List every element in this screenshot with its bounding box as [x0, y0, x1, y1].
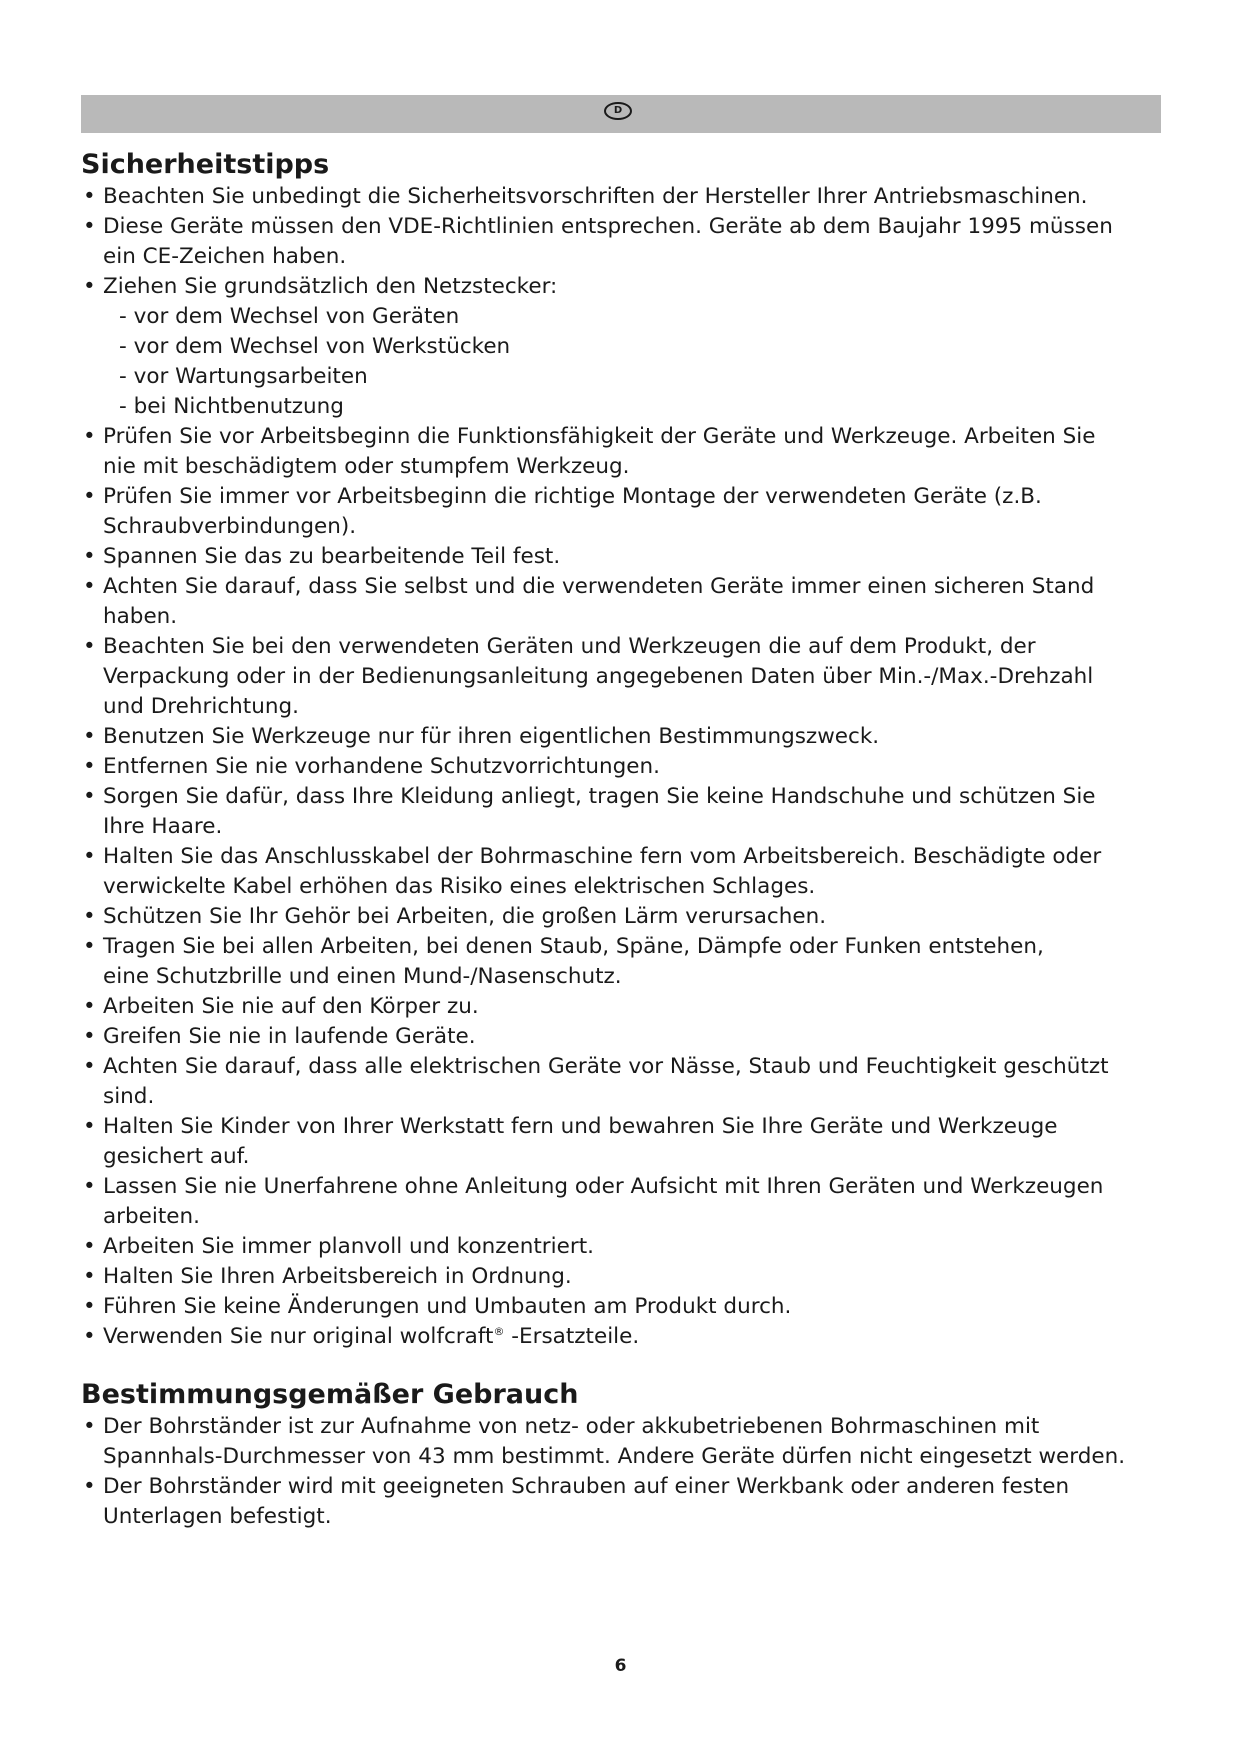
list-item: • Prüfen Sie vor Arbeitsbeginn die Funktionsfähigkeit der Geräte und Werkzeuge. Arbeiten Sie nie mit beschädigtem oder stumpfem Werkzeug.: [81, 422, 1161, 482]
list-item: • Lassen Sie nie Unerfahrene ohne Anleitung oder Aufsicht mit Ihren Geräten und Werkzeugen arbeiten.: [81, 1172, 1161, 1232]
list-item: • Halten Sie das Anschlusskabel der Bohrmaschine fern vom Arbeitsbereich. Beschädigte oder verwickelte Kabel erhöhen das Risiko eines elektrischen Schlages.: [81, 842, 1161, 902]
sub-item: - bei Nichtbenutzung: [119, 394, 344, 419]
list-item: • Entfernen Sie nie vorhandene Schutzvorrichtungen.: [81, 752, 1161, 782]
safety-tips-list: [81, 182, 1161, 1352]
intended-use-list: [81, 1412, 1161, 1532]
registered-mark: ®: [493, 1324, 505, 1338]
section-intended-use: [81, 1378, 1161, 1532]
list-item-text: Ziehen Sie grundsätzlich den Netzstecker:: [103, 274, 558, 299]
list-item: • Halten Sie Ihren Arbeitsbereich in Ordnung.: [81, 1262, 1161, 1292]
spare-parts-suffix: -Ersatzteile.: [504, 1324, 640, 1349]
list-item: • Der Bohrständer wird mit geeigneten Schrauben auf einer Werkbank oder anderen festen Unterlagen befestigt.: [81, 1472, 1161, 1532]
list-item: • Sorgen Sie dafür, dass Ihre Kleidung anliegt, tragen Sie keine Handschuhe und schützen Sie Ihre Haare.: [81, 782, 1161, 842]
list-item: • Der Bohrständer ist zur Aufnahme von netz- oder akkubetriebenen Bohrmaschinen mit Spannhals-Durchmesser von 43 mm bestimmt. Andere Geräte dürfen nicht eingesetzt werden.: [81, 1412, 1161, 1472]
list-item: • Beachten Sie unbedingt die Sicherheitsvorschriften der Hersteller Ihrer Antriebsmaschinen.: [81, 182, 1161, 212]
section-title: Bestimmungsgemäßer Gebrauch: [81, 1379, 579, 1410]
list-item: • Beachten Sie bei den verwendeten Geräten und Werkzeugen die auf dem Produkt, der Verpackung oder in der Bedienungsanleitung angegebenen Daten über Min.-/Max.-Drehzahl und Drehrichtung.: [81, 632, 1161, 722]
list-item: • Benutzen Sie Werkzeuge nur für ihren eigentlichen Bestimmungszweck.: [81, 722, 1161, 752]
section-safety-tips: [81, 148, 1161, 1352]
list-item: • Achten Sie darauf, dass alle elektrischen Geräte vor Nässe, Staub und Feuchtigkeit geschützt sind.: [81, 1052, 1161, 1112]
document-content: [81, 148, 1161, 1532]
list-item: • Tragen Sie bei allen Arbeiten, bei denen Staub, Späne, Dämpfe oder Funken entstehen, eine Schutzbrille und einen Mund-/Nasenschutz.: [81, 932, 1161, 992]
section-title: Sicherheitstipps: [81, 149, 330, 180]
list-item: • Arbeiten Sie immer planvoll und konzentriert.: [81, 1232, 1161, 1262]
sub-item: - vor dem Wechsel von Geräten: [119, 304, 460, 329]
list-item: • Halten Sie Kinder von Ihrer Werkstatt fern und bewahren Sie Ihre Geräte und Werkzeuge gesichert auf.: [81, 1112, 1161, 1172]
list-item: • Schützen Sie Ihr Gehör bei Arbeiten, die großen Lärm verursachen.: [81, 902, 1161, 932]
list-item: • Führen Sie keine Änderungen und Umbauten am Produkt durch.: [81, 1292, 1161, 1322]
list-item: • Diese Geräte müssen den VDE-Richtlinien entsprechen. Geräte ab dem Baujahr 1995 müssen ein CE-Zeichen haben.: [81, 212, 1161, 272]
list-item-spare-parts: [81, 1322, 1161, 1352]
spare-parts-prefix: Verwenden Sie nur original wolfcraft: [103, 1324, 494, 1349]
list-item-unplug: [81, 272, 1161, 422]
list-item: • Arbeiten Sie nie auf den Körper zu.: [81, 992, 1161, 1022]
language-badge: D: [604, 102, 632, 120]
list-item: • Achten Sie darauf, dass Sie selbst und die verwendeten Geräte immer einen sicheren Stand haben.: [81, 572, 1161, 632]
list-item: • Spannen Sie das zu bearbeitende Teil fest.: [81, 542, 1161, 572]
sub-item: - vor dem Wechsel von Werkstücken: [119, 334, 511, 359]
page-number: 6: [614, 1656, 627, 1676]
list-item: • Greifen Sie nie in laufende Geräte.: [81, 1022, 1161, 1052]
sub-item: - vor Wartungsarbeiten: [119, 364, 368, 389]
list-item: • Prüfen Sie immer vor Arbeitsbeginn die richtige Montage der verwendeten Geräte (z.B. Schraubverbindungen).: [81, 482, 1161, 542]
